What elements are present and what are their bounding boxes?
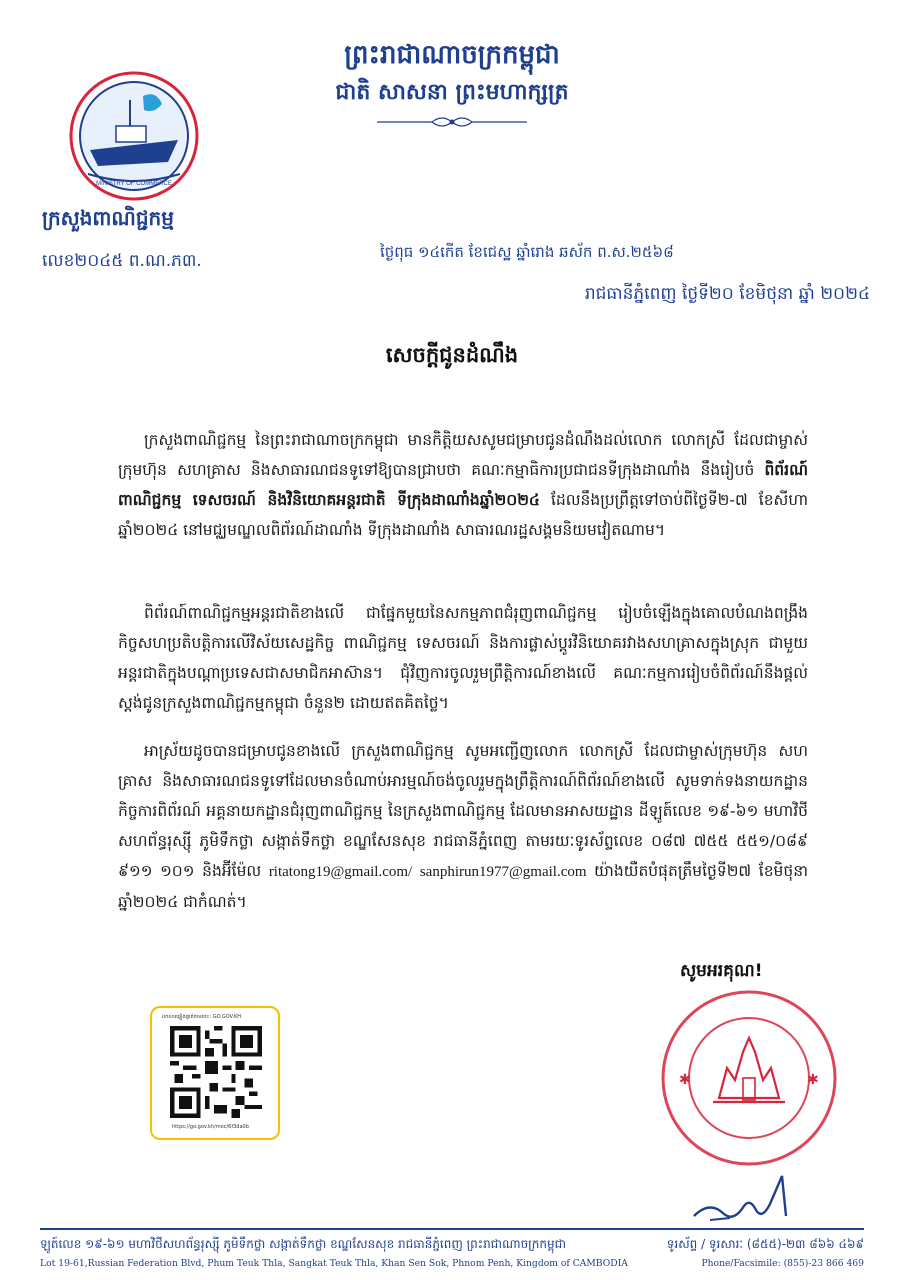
svg-text:✱: ✱ bbox=[679, 1072, 691, 1088]
exhibition-name: ពិព័រណ៍ពាណិជ្ជកម្ម ទេសចរណ៍ និងវិនិយោគអន្តរជាតិ ទីក្រុងដាណាំងឆ្នាំ២០២៤ bbox=[118, 461, 808, 509]
ministry-name: ក្រសួងពាណិជ្ជកម្ម bbox=[42, 206, 174, 230]
footer-divider bbox=[40, 1228, 864, 1230]
paragraph-2 bbox=[118, 598, 808, 718]
contact-email-2[interactable]: sanphirun1977@gmail.com bbox=[419, 864, 587, 880]
kingdom-heading: ព្រះរាជាណាចក្រកម្ពុជា bbox=[344, 40, 560, 70]
qr-header: ឯកសារផ្ទៀងផ្ទាត់តាមរយៈ: GO.GOV.KH bbox=[162, 1014, 242, 1020]
footer-phone-en: Phone/Facsimile: (855)-23 866 469 bbox=[701, 1258, 864, 1269]
lunar-date: ថ្ងៃពុធ ១៤កើត ខែជេស្ឋ ឆ្នាំរោង ឆស័ក ព.ស.២៥៦៨ bbox=[380, 243, 674, 261]
signature-icon bbox=[690, 1170, 810, 1230]
paragraph-1-text-a: ក្រសួងពាណិជ្ជកម្ម នៃព្រះរាជាណាចក្រកម្ពុជា មានកិត្តិយសសូមជម្រាបជូនដំណឹងដល់លោក លោកស្រី ដែលជាម្ចាស់ក្រុមហ៊ុន សហគ្រាស និងសាធារណជនទូទៅឱ្យបានជ្រាបថា គណៈកម្មាធិការប្រជាជនទីក្រុងដាណាំង នឹងរៀបចំ bbox=[118, 431, 808, 479]
verification-qr-card[interactable] bbox=[150, 1006, 280, 1140]
qr-link[interactable]: https://go.gov.kh/moc/6f3da0b bbox=[172, 1124, 249, 1130]
closing-thanks: សូមអរគុណ! bbox=[680, 961, 763, 981]
contact-email-1[interactable]: ritatong19@gmail.com/ bbox=[268, 864, 413, 880]
official-seal-icon bbox=[657, 986, 841, 1170]
footer-address-kh bbox=[40, 1236, 864, 1254]
paragraph-2-text: ពិព័រណ៍ពាណិជ្ជកម្មអន្តរជាតិខាងលើ ជាផ្នែកមួយនៃសកម្មភាពជំរុញពាណិជ្ជកម្ម រៀបចំឡើងក្នុងគោលបំណងពង្រឹងកិច្ចសហប្រតិបត្តិការលើវិស័យសេដ្ឋកិច្ច ពាណិជ្ជកម្ម ទេសចរណ៍ និងការផ្លាស់ប្តូរវិនិយោគរវាងសហគ្រាសក្នុងស្រុក ជាមួយអន្តរជាតិក្នុងបណ្តាប្រទេសជាសមាជិកអាស៊ាន។ ជុំវិញការចូលរួមព្រឹត្តិការណ៍ខាងលើ គណៈកម្មការរៀបចំពិព័រណ៍នឹងផ្តល់ស្តង់ជូនក្រសួងពាណិជ្ជកម្មកម្ពុជា ចំនួន២ ដោយឥតគិតថ្លៃ។ bbox=[118, 604, 808, 712]
footer-address-kh-text: ឡូត៍លេខ ១៩-៦១ មហាវិថីសហព័ន្ធរុស្ស៊ី ភូមិទឹកថ្លា សង្កាត់ទឹកថ្លា ខណ្ឌសែនសុខ រាជធានីភ្នំពេញ ព្រះរាជាណាចក្រកម្ពុជា bbox=[40, 1237, 567, 1251]
ornament-divider-icon bbox=[372, 112, 532, 132]
paragraph-1-text-b: ដែលនឹងប្រព្រឹត្តទៅចាប់ពីថ្ងៃទី២-៧ ខែសីហា ឆ្នាំ២០២៤ នៅមជ្ឈមណ្ឌលពិព័រណ៍ដាណាំង ទីក្រុងដាណាំង សាធារណរដ្ឋសង្គមនិយមវៀតណាម។ bbox=[118, 491, 808, 539]
paragraph-3-end: យ៉ាងយឺតបំផុតត្រឹមថ្ងៃទី២៧ ខែមិថុនា ឆ្នាំ២០២៤ ជាកំណត់។ bbox=[118, 862, 808, 911]
document-title: សេចក្តីជូនដំណឹង bbox=[385, 343, 519, 367]
paragraph-3-text: អាស្រ័យដូចបានជម្រាបជូនខាងលើ ក្រសួងពាណិជ្ជកម្ម សូមអញ្ជើញលោក លោកស្រី ដែលជាម្ចាស់ក្រុមហ៊ុន សហគ្រាស និងសាធារណជនទូទៅដែលមានចំណាប់អារម្មណ៍ចង់ចូលរួមក្នុងព្រឹត្តិការណ៍ពិព័រណ៍ខាងលើ សូមទាក់ទងនាយកដ្ឋានកិច្ចការពិព័រណ៍ អគ្គនាយកដ្ឋានជំរុញពាណិជ្ជកម្ម នៃក្រសួងពាណិជ្ជកម្ម ដែលមានអាសយដ្ឋាន ដីឡូត៍លេខ ១៩-៦១ មហាវិថីសហព័ន្ធរុស្ស៊ី ភូមិទឹកថ្លា សង្កាត់ទឹកថ្លា ខណ្ឌសែនសុខ រាជធានីភ្នំពេញ តាមរយៈទូរស័ព្ទលេខ ០៨៧ ៧៥៥ ៥៥១/០៨៩ ៩១១ ១០១ និងអ៊ីម៉ែល bbox=[118, 742, 808, 880]
footer-address-en bbox=[40, 1258, 864, 1269]
gregorian-date: រាជធានីភ្នំពេញ ថ្ងៃទី២០ ខែមិថុនា ឆ្នាំ ២០២៤ bbox=[584, 284, 870, 304]
paragraph-1 bbox=[118, 425, 808, 545]
national-motto: ជាតិ សាសនា ព្រះមហាក្សត្រ bbox=[335, 79, 569, 105]
footer-address-en-text: Lot 19-61,Russian Federation Blvd, Phum Teuk Thla, Sangkat Teuk Thla, Khan Sen Sok, Phnom Penh, Kingdom of CAMBODIA bbox=[40, 1258, 628, 1269]
footer-phone-kh: ទូរស័ព្ទ / ទូរសារៈ (៨៥៥)-២៣ ៨៦៦ ៤៦៩ bbox=[666, 1237, 864, 1251]
qr-code-icon[interactable] bbox=[170, 1024, 262, 1120]
reference-number: លេខ២០៤៥ ព.ណ.ភ៣. bbox=[42, 251, 202, 271]
paragraph-3 bbox=[118, 736, 808, 917]
ministry-logo-icon bbox=[68, 70, 200, 202]
svg-text:✱: ✱ bbox=[807, 1072, 819, 1088]
logo-text: MINISTRY OF COMMERCE bbox=[96, 181, 172, 187]
